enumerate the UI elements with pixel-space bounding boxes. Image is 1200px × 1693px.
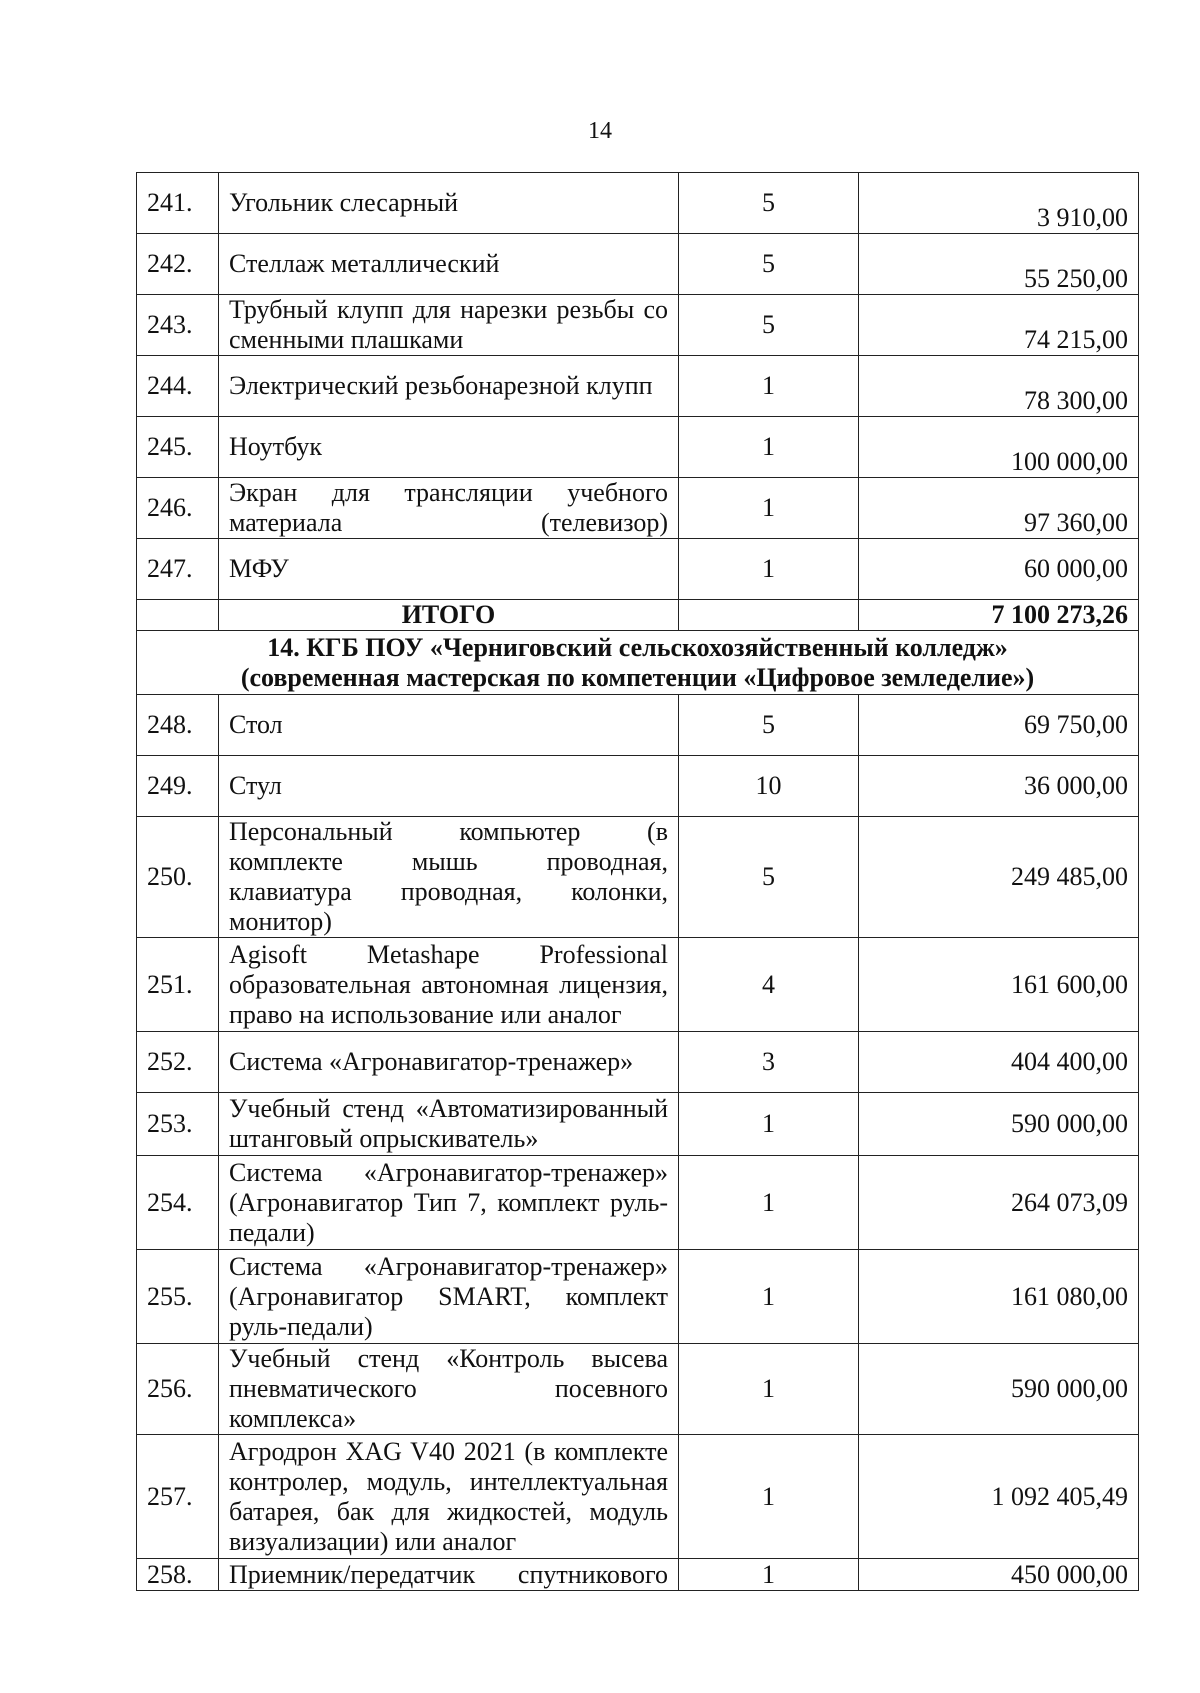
section-heading <box>137 631 1139 695</box>
item-quantity: 1 <box>679 478 859 539</box>
item-name: Ноутбук <box>219 417 679 478</box>
item-name: Персональный компьютер (в комплекте мышь проводная, клавиатура проводная, колонки, монитор) <box>219 817 679 938</box>
item-price: 590 000,00 <box>859 1093 1139 1156</box>
table-row <box>137 817 1139 938</box>
row-number: 256. <box>137 1344 219 1435</box>
item-quantity: 5 <box>679 234 859 295</box>
item-name: Угольник слесарный <box>219 173 679 234</box>
row-number: 248. <box>137 695 219 756</box>
item-quantity: 1 <box>679 1344 859 1435</box>
table-row <box>137 539 1139 600</box>
table-row <box>137 1559 1139 1591</box>
item-price: 69 750,00 <box>859 695 1139 756</box>
table-row <box>137 173 1139 234</box>
section-heading-row <box>137 631 1139 695</box>
item-price: 36 000,00 <box>859 756 1139 817</box>
item-price: 161 080,00 <box>859 1250 1139 1344</box>
table-row <box>137 1156 1139 1250</box>
row-number: 253. <box>137 1093 219 1156</box>
row-number: 241. <box>137 173 219 234</box>
row-number: 242. <box>137 234 219 295</box>
item-price: 249 485,00 <box>859 817 1139 938</box>
item-quantity: 1 <box>679 1156 859 1250</box>
page-number: 14 <box>588 118 612 144</box>
item-quantity: 1 <box>679 1250 859 1344</box>
total-empty-cell <box>679 600 859 631</box>
table-row <box>137 1344 1139 1435</box>
item-name: Электрический резьбонарезной клупп <box>219 356 679 417</box>
total-label: ИТОГО <box>219 600 679 631</box>
item-name: Стол <box>219 695 679 756</box>
item-name: Система «Агронавигатор-тренажер» <box>219 1032 679 1093</box>
table-row <box>137 478 1139 539</box>
item-price: 100 000,00 <box>859 417 1139 478</box>
total-price: 7 100 273,26 <box>859 600 1139 631</box>
item-name: Учебный стенд «Контроль высева пневматического посевного комплекса» <box>219 1344 679 1435</box>
item-quantity: 5 <box>679 295 859 356</box>
row-number: 243. <box>137 295 219 356</box>
item-price: 74 215,00 <box>859 295 1139 356</box>
item-quantity: 10 <box>679 756 859 817</box>
table-row <box>137 938 1139 1032</box>
item-name: Система «Агронавигатор-тренажер» (Агронавигатор Тип 7, комплект руль-педали) <box>219 1156 679 1250</box>
row-number: 257. <box>137 1435 219 1559</box>
table-row <box>137 295 1139 356</box>
total-row <box>137 600 1139 631</box>
row-number: 249. <box>137 756 219 817</box>
item-name: Стеллаж металлический <box>219 234 679 295</box>
row-number: 245. <box>137 417 219 478</box>
table-row <box>137 1032 1139 1093</box>
table-row <box>137 756 1139 817</box>
item-price: 590 000,00 <box>859 1344 1139 1435</box>
item-name: Агродрон XAG V40 2021 (в комплекте контролер, модуль, интеллектуальная батарея, бак для жидкостей, модуль визуализации) или аналог <box>219 1435 679 1559</box>
row-number: 247. <box>137 539 219 600</box>
item-quantity: 5 <box>679 817 859 938</box>
item-quantity: 5 <box>679 173 859 234</box>
table-row <box>137 356 1139 417</box>
item-name: МФУ <box>219 539 679 600</box>
item-quantity: 1 <box>679 1093 859 1156</box>
item-price: 450 000,00 <box>859 1559 1139 1591</box>
item-quantity: 1 <box>679 356 859 417</box>
table-row <box>137 1435 1139 1559</box>
equipment-table <box>136 172 1139 1591</box>
table-row <box>137 234 1139 295</box>
item-name: Стул <box>219 756 679 817</box>
row-number: 244. <box>137 356 219 417</box>
item-quantity: 4 <box>679 938 859 1032</box>
section-heading-line2: (современная мастерская по компетенции «Цифровое земледелие») <box>240 662 1035 692</box>
row-number: 252. <box>137 1032 219 1093</box>
item-name: Система «Агронавигатор-тренажер» (Агронавигатор SMART, комплект руль-педали) <box>219 1250 679 1344</box>
total-empty-cell <box>137 600 219 631</box>
row-number: 254. <box>137 1156 219 1250</box>
item-quantity: 1 <box>679 539 859 600</box>
item-price: 3 910,00 <box>859 173 1139 234</box>
section-heading-line1: 14. КГБ ПОУ «Черниговский сельскохозяйственный колледж» <box>267 632 1008 662</box>
row-number: 250. <box>137 817 219 938</box>
item-price: 1 092 405,49 <box>859 1435 1139 1559</box>
item-price: 264 073,09 <box>859 1156 1139 1250</box>
row-number: 246. <box>137 478 219 539</box>
item-name: Экран для трансляции учебного материала (телевизор) <box>219 478 679 539</box>
item-quantity: 3 <box>679 1032 859 1093</box>
item-quantity: 1 <box>679 417 859 478</box>
item-price: 161 600,00 <box>859 938 1139 1032</box>
table-row <box>137 1250 1139 1344</box>
item-quantity: 1 <box>679 1435 859 1559</box>
table-row <box>137 695 1139 756</box>
item-name: Трубный клупп для нарезки резьбы со сменными плашками <box>219 295 679 356</box>
row-number: 255. <box>137 1250 219 1344</box>
table-row <box>137 417 1139 478</box>
item-price: 404 400,00 <box>859 1032 1139 1093</box>
item-price: 60 000,00 <box>859 539 1139 600</box>
item-price: 55 250,00 <box>859 234 1139 295</box>
row-number: 251. <box>137 938 219 1032</box>
item-quantity: 5 <box>679 695 859 756</box>
item-price: 78 300,00 <box>859 356 1139 417</box>
item-quantity: 1 <box>679 1559 859 1591</box>
table-row <box>137 1093 1139 1156</box>
item-name: Agisoft Metashape Professional образовательная автономная лицензия, право на использование или аналог <box>219 938 679 1032</box>
item-name: Учебный стенд «Автоматизированный штанговый опрыскиватель» <box>219 1093 679 1156</box>
item-price: 97 360,00 <box>859 478 1139 539</box>
row-number: 258. <box>137 1559 219 1591</box>
item-name: Приемник/передатчик спутникового <box>219 1559 679 1591</box>
